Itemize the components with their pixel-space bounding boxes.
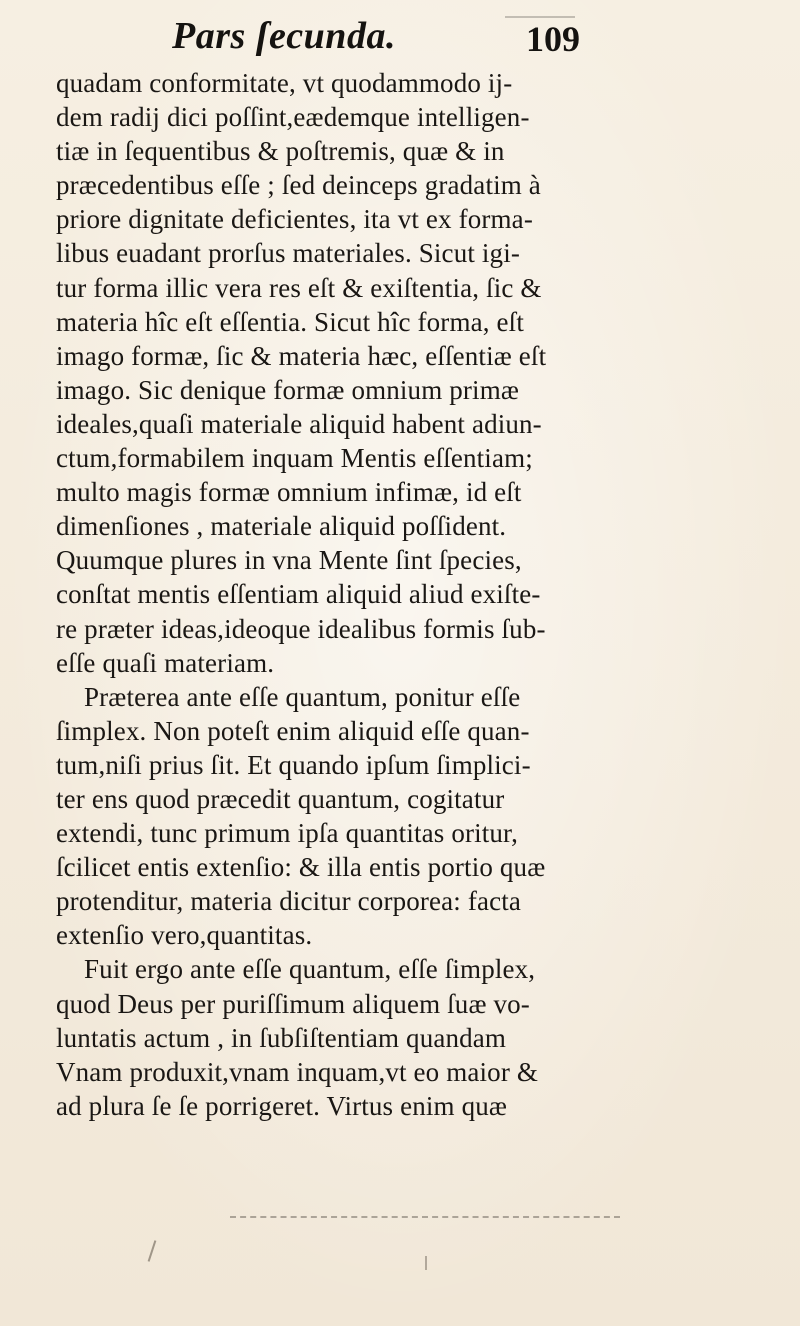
- text-line: tiæ in ſequentibus & poſtremis, quæ & in: [56, 136, 505, 167]
- faded-underline-mark: [230, 1216, 620, 1220]
- text-line: dem radij dici poſſint,eædemque intelligen-: [56, 102, 530, 133]
- text-line: Vnam produxit,vnam inquam,vt eo maior &: [56, 1056, 539, 1087]
- text-line: tur forma illic vera res eſt & exiſtentia, ſic &: [56, 272, 542, 303]
- body-text: [56, 66, 736, 1123]
- text-line: ctum,formabilem inquam Mentis eſſentiam;: [56, 443, 533, 474]
- text-line: præcedentibus eſſe ; ſed deinceps gradatim à: [56, 170, 541, 201]
- text-line: dimenſiones , materiale aliquid poſſident.: [56, 511, 507, 542]
- stray-ink-mark: [148, 1240, 157, 1262]
- page-header: [0, 14, 800, 70]
- text-line: multo magis formæ omnium infimæ, id eſt: [56, 477, 522, 508]
- text-line: Quumque plures in vna Mente ſint ſpecies,: [56, 545, 522, 576]
- text-line: priore dignitate deficientes, ita vt ex forma-: [56, 204, 533, 235]
- text-line: conſtat mentis eſſentiam aliquid aliud exiſte-: [56, 579, 541, 610]
- paragraph-start-line: Præterea ante eſſe quantum, ponitur eſſe: [84, 681, 521, 712]
- text-line: protenditur, materia dicitur corporea: facta: [56, 886, 522, 917]
- stray-ink-mark: [425, 1256, 427, 1270]
- text-line: libus euadant prorſus materiales. Sicut igi-: [56, 238, 520, 269]
- page-number: 109: [526, 19, 580, 59]
- text-line: materia hîc eſt eſſentia. Sicut hîc forma, eſt: [56, 306, 524, 337]
- text-line: imago. Sic denique formæ omnium primæ: [56, 374, 520, 405]
- text-line: ter ens quod præcedit quantum, cogitatur: [56, 783, 505, 814]
- paragraph-start-line: Fuit ergo ante eſſe quantum, eſſe ſimplex,: [84, 954, 536, 985]
- text-line: ſimplex. Non poteſt enim aliquid eſſe quan-: [56, 715, 530, 746]
- running-head: Pars ſecunda.: [172, 15, 396, 57]
- text-line: re præter ideas,ideoque idealibus formis ſub-: [56, 613, 546, 644]
- text-line: eſſe quaſi materiam.: [56, 647, 275, 678]
- text-line: tum,niſi prius ſit. Et quando ipſum ſimplici-: [56, 749, 531, 780]
- text-line: imago formæ, ſic & materia hæc, eſſentiæ eſt: [56, 340, 547, 371]
- text-line: quadam conformitate, vt quodammodo ij-: [56, 68, 513, 98]
- text-line: ſcilicet entis extenſio: & illa entis portio quæ: [56, 852, 546, 883]
- text-line: ideales,quaſi materiale aliquid habent adiun-: [56, 408, 542, 439]
- text-line: luntatis actum , in ſubſiſtentiam quandam: [56, 1022, 507, 1053]
- text-line: ad plura ſe ſe porrigeret. Virtus enim quæ: [56, 1090, 508, 1121]
- text-line: extendi, tunc primum ipſa quantitas oritur,: [56, 818, 519, 849]
- text-line: extenſio vero,quantitas.: [56, 920, 313, 951]
- text-line: quod Deus per puriſſimum aliquem ſuæ vo-: [56, 988, 530, 1019]
